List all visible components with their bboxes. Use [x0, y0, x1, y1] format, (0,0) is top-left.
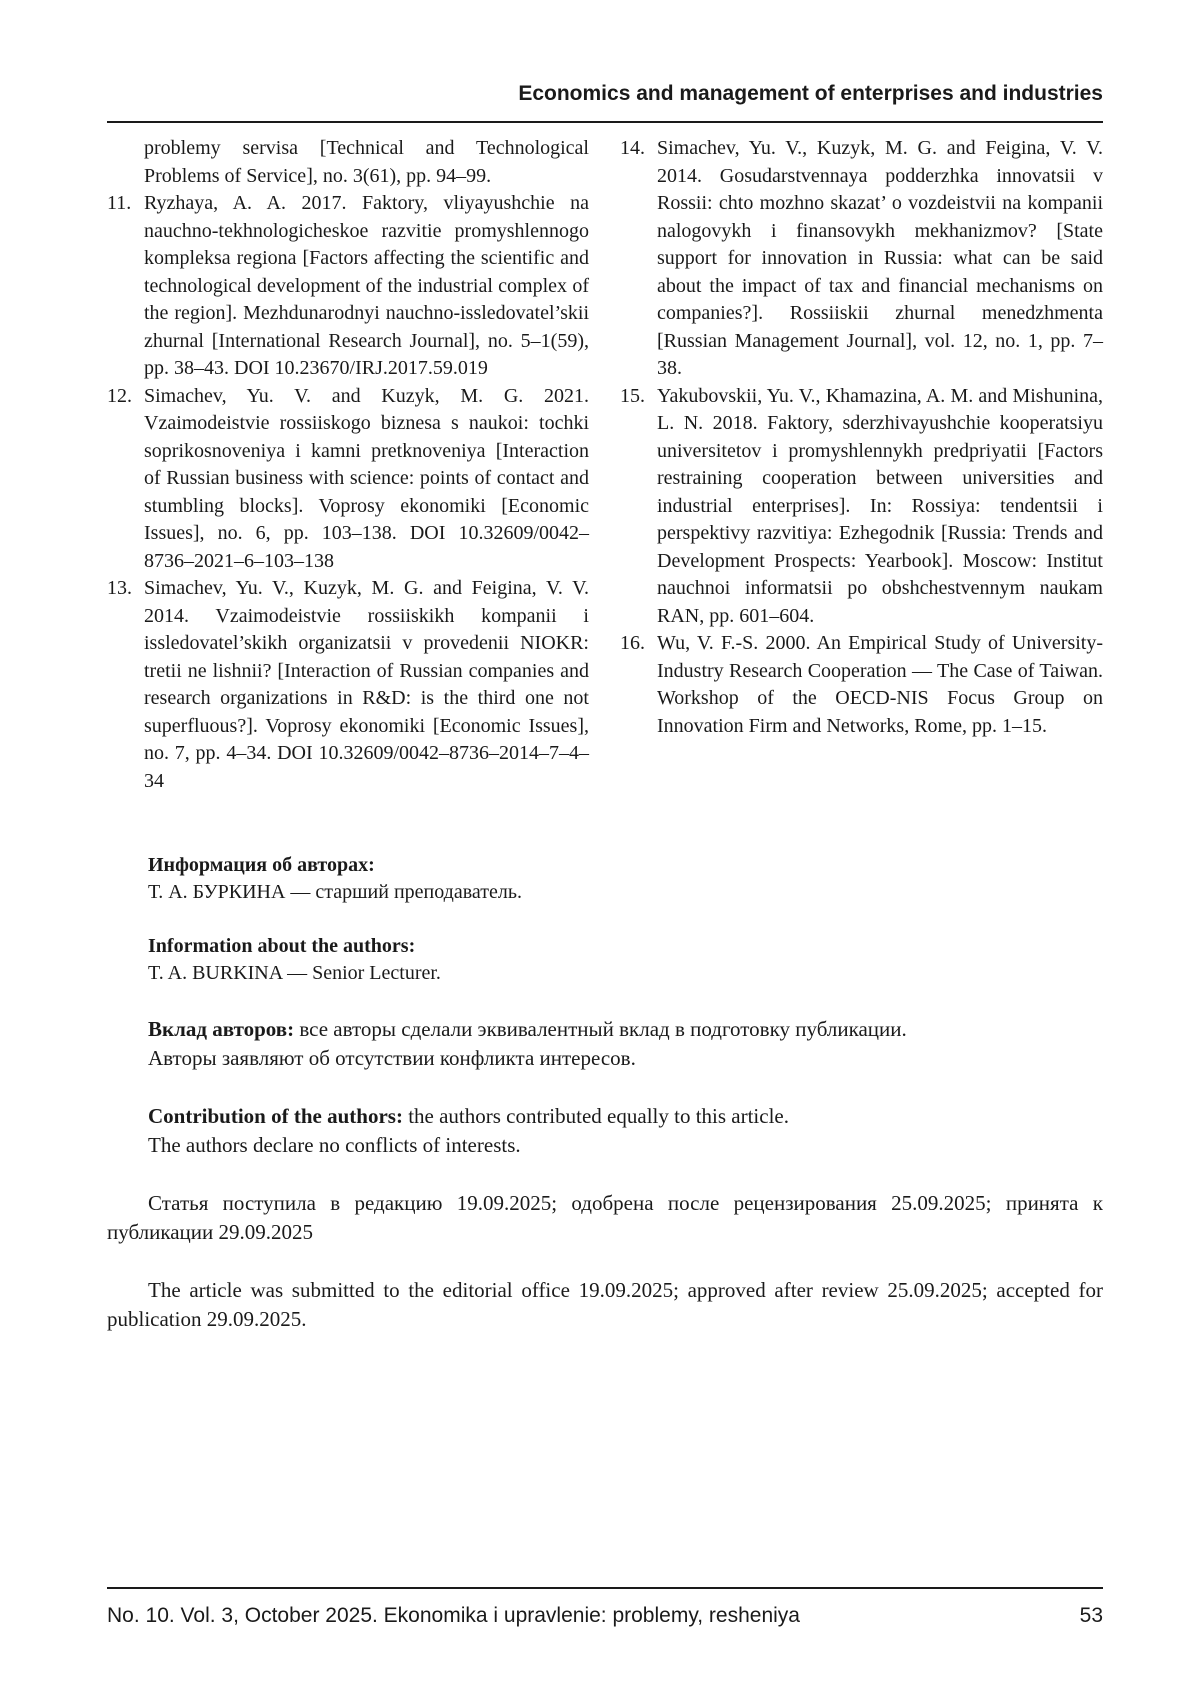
- reference-item: [620, 630, 1103, 740]
- authors-info-ru-heading: Информация об авторах:: [148, 854, 375, 876]
- contribution-ru-label: Вклад авторов:: [148, 1017, 295, 1041]
- footer-citation: No. 10. Vol. 3, October 2025. Ekonomika i upravlenie: problemy, resheniya: [107, 1604, 800, 1627]
- contribution-ru: [107, 1015, 1103, 1073]
- reference-item: [107, 190, 589, 383]
- reference-item: [107, 383, 589, 576]
- reference-item: [107, 135, 589, 190]
- reference-text: Simachev, Yu. V., Kuzyk, M. G. and Feigina, V. V. 2014. Vzaimodeistvie rossiiskikh kompanii i issledovatel’skikh organizatsii v provedenii NIOKR: tretii ne lishnii? [Interaction of Russian companies and research organizations in R&D: is the third one not superfluous?]. Voprosy ekonomiki [Economic Issues], no. 7, pp. 4–34. DOI 10.32609/0042–8736–2014–7–4–34: [144, 577, 589, 792]
- reference-text: Wu, V. F.-S. 2000. An Empirical Study of University-Industry Research Cooperation — The Case of Taiwan. Workshop of the OECD-NIS Focus Group on Innovation Firm and Networks, Rome, pp. 1–15.: [657, 632, 1103, 737]
- authors-info-en: [107, 933, 1144, 987]
- contribution-en-text: the authors contributed equally to this article.: [402, 1104, 789, 1128]
- reference-number: 12.: [107, 384, 132, 407]
- reference-number: 13.: [107, 577, 132, 599]
- footer: [107, 1604, 1103, 1628]
- authors-info-ru: [107, 852, 1144, 906]
- reference-number: 16.: [620, 632, 645, 654]
- reference-text: Ryzhaya, A. A. 2017. Faktory, vliyayushchie na nauchno-tekhnologicheskoe razvitie promyshlennogo kompleksa regiona [Factors affecting the scientific and technological development of the industrial complex of the region]. Mezhdunarodnyi nauchno-issledovatel’skii zhurnal [International Research Journal], no. 5–1(59), pp. 38–43. DOI 10.23670/IRJ.2017.59.019: [144, 192, 589, 379]
- reference-item: [620, 383, 1103, 631]
- authors-info-en-line: T. A. BURKINA — Senior Lecturer.: [148, 962, 441, 984]
- references-left-column: [107, 135, 589, 795]
- authors-info-ru-line: Т. А. БУРКИНА — старший преподаватель.: [148, 881, 522, 903]
- references-right-column: [620, 135, 1103, 740]
- contribution-en: [107, 1102, 1103, 1160]
- running-title: Economics and management of enterprises and industries: [518, 82, 1103, 105]
- conflict-ru: Авторы заявляют об отсутствии конфликта интересов.: [148, 1046, 636, 1070]
- reference-number: [107, 135, 144, 190]
- reference-text: Simachev, Yu. V. and Kuzyk, M. G. 2021. Vzaimodeistvie rossiiskogo biznesa s naukoi: tochki soprikosnoveniya i kamni pretknoveniya [Interaction of Russian business with science: points of contact and stumbling blocks]. Voprosy ekonomiki [Economic Issues], no. 6, pp. 103–138. DOI 10.32609/0042–8736–2021–6–103–138: [144, 384, 589, 572]
- reference-number: 14.: [620, 137, 645, 159]
- dates-en: [107, 1276, 1103, 1334]
- reference-text: Yakubovskii, Yu. V., Khamazina, A. M. and Mishunina, L. N. 2018. Faktory, sderzhivayushchie kooperatsiyu universitetov i promyshlennykh predpriyatii [Factors restraining cooperation between universities and industrial enterprises]. In: Rossiya: tendentsii i perspektivy razvitiya: Ezhegodnik [Russia: Trends and Development Prospects: Yearbook]. Moscow: Institut nauchnoi informatsii po obshchestvennym naukam RAN, pp. 601–604.: [657, 384, 1103, 627]
- contribution-ru-text: все авторы сделали эквивалентный вклад в подготовку публикации.: [294, 1017, 907, 1041]
- reference-number: 11.: [107, 192, 132, 214]
- reference-item: [107, 575, 589, 795]
- reference-text: problemy servisa [Technical and Technological Problems of Service], no. 3(61), pp. 94–99.: [144, 137, 589, 187]
- page-number: 53: [1079, 1604, 1103, 1627]
- reference-number: 15.: [620, 384, 645, 407]
- contribution-en-label: Contribution of the authors:: [148, 1104, 403, 1128]
- reference-text: Simachev, Yu. V., Kuzyk, M. G. and Feigina, V. V. 2014. Gosudarstvennaya podderzhka innovatsii v Rossii: chto mozhno skazat’ o vozdeistvii na kompanii nalogovykh i finansovykh mekhanizmov? [State support for innovation in Russia: what can be said about the impact of tax and financial mechanisms on companies?]. Rossiiskii zhurnal menedzhmenta [Russian Management Journal], vol. 12, no. 1, pp. 7–38.: [657, 137, 1103, 379]
- dates-ru: [107, 1189, 1103, 1247]
- dates-ru-text: Статья поступила в редакцию 19.09.2025; одобрена после рецензирования 25.09.2025; принята к публикации 29.09.2025: [107, 1191, 1103, 1244]
- footer-rule: [107, 1587, 1103, 1589]
- reference-item: [620, 135, 1103, 383]
- authors-info-en-heading: Information about the authors:: [148, 935, 416, 957]
- header-rule: [107, 121, 1103, 123]
- dates-en-text: The article was submitted to the editorial office 19.09.2025; approved after review 25.09.2025; accepted for publication 29.09.2025.: [107, 1278, 1103, 1331]
- conflict-en: The authors declare no conflicts of interests.: [148, 1133, 521, 1157]
